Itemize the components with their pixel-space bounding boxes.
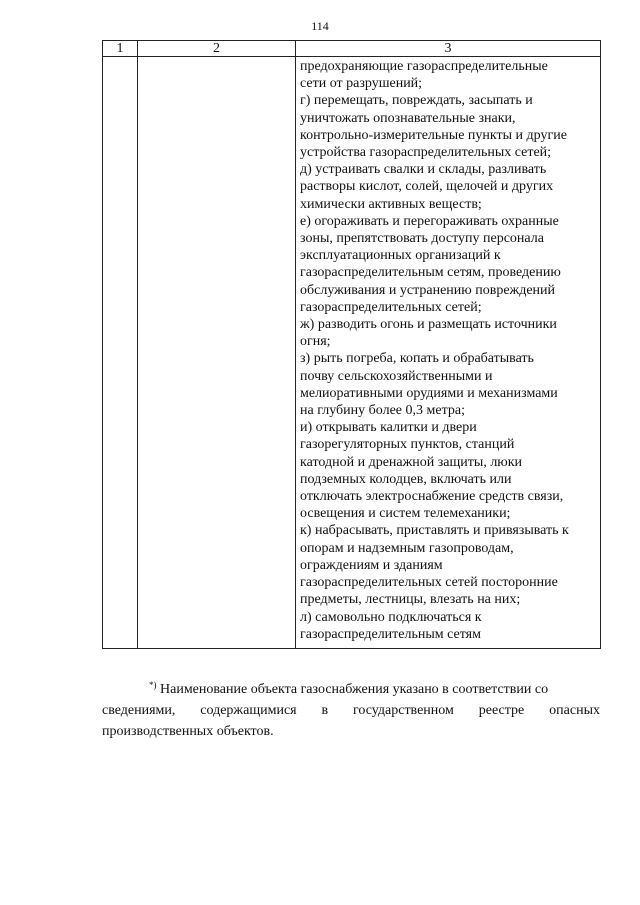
- text-line: катодной и дренажной защиты, люки: [300, 454, 523, 470]
- text-line: подземных колодцев, включать или: [300, 471, 512, 487]
- text-line: обслуживания и устранению повреждений: [300, 282, 556, 298]
- text-line: химически активных веществ;: [300, 196, 482, 212]
- text-line: мелиоративными орудиями и механизмами: [300, 385, 558, 401]
- footnote: [102, 675, 600, 742]
- text-line: эксплуатационных организаций к: [300, 248, 501, 264]
- text-line: е) огораживать и перегораживать охранные: [300, 213, 559, 229]
- text-line: огня;: [300, 334, 331, 350]
- footnote-word: содержащимися: [200, 703, 297, 718]
- text-line: газораспределительных сетей;: [300, 299, 482, 315]
- table-cell-col1: [103, 57, 138, 649]
- text-line: ограждениям и зданиям: [300, 557, 443, 573]
- footnote-word: в: [321, 703, 329, 718]
- text-line: к) набрасывать, приставлять и привязывать к: [300, 523, 569, 539]
- text-line: и) открывать калитки и двери: [300, 420, 477, 436]
- table-cell-col2: [138, 57, 296, 649]
- text-line: устройства газораспределительных сетей;: [300, 145, 552, 161]
- table-header-row: [103, 41, 601, 57]
- text-line: газораспределительным сетям, проведению: [300, 265, 561, 281]
- restrictions-text: [296, 57, 600, 643]
- document-table: [102, 40, 601, 649]
- footnote-word: реестре: [478, 703, 525, 718]
- footnote-word: опасных: [549, 703, 600, 718]
- text-line: предметы, лестницы, влезать на них;: [300, 592, 521, 608]
- column-header-3: 3: [296, 41, 601, 57]
- text-line: газораспределительным сетям: [300, 626, 481, 642]
- text-line: ж) разводить огонь и размещать источники: [300, 317, 557, 333]
- footnote-word: государственном: [353, 703, 454, 718]
- text-line: освещения и систем телемеханики;: [300, 506, 511, 522]
- text-line: уничтожать опознавательные знаки,: [300, 110, 516, 126]
- text-line: газорегуляторных пунктов, станций: [300, 437, 515, 453]
- text-line: отключать электроснабжение средств связи,: [300, 489, 564, 505]
- text-line: предохраняющие газораспределительные: [300, 59, 548, 74]
- text-line: г) перемещать, повреждать, засыпать и: [300, 93, 533, 109]
- footnote-line-2: [102, 700, 600, 721]
- footnote-line-1: [102, 675, 600, 700]
- footnote-line-3: производственных объектов.: [102, 724, 274, 739]
- column-header-2: 2: [138, 41, 296, 57]
- text-line: газораспределительных сетей посторонние: [300, 575, 558, 591]
- text-line: почву сельскохозяйственными и: [300, 368, 493, 384]
- text-line: л) самовольно подключаться к: [300, 609, 482, 625]
- text-line: на глубину более 0,3 метра;: [300, 403, 465, 419]
- column-header-1: 1: [103, 41, 138, 57]
- table-cell-col3: [296, 57, 601, 649]
- footnote-marker: *): [149, 680, 157, 690]
- text-line: растворы кислот, солей, щелочей и других: [300, 179, 554, 195]
- table-row: [103, 57, 601, 649]
- text-line: д) устраивать свалки и склады, разливать: [300, 162, 547, 178]
- page-number: 114: [311, 19, 329, 33]
- text-line: сети от разрушений;: [300, 76, 423, 92]
- text-line: контрольно-измерительные пункты и другие: [300, 127, 567, 143]
- footnote-word: сведениями,: [102, 703, 176, 718]
- text-line: зоны, препятствовать доступу персонала: [300, 231, 544, 247]
- text-line: з) рыть погреба, копать и обрабатывать: [300, 351, 534, 367]
- text-line: опорам и надземным газопроводам,: [300, 540, 514, 556]
- footnote-text-1: Наименование объекта газоснабжения указано в соответствии со: [160, 682, 549, 697]
